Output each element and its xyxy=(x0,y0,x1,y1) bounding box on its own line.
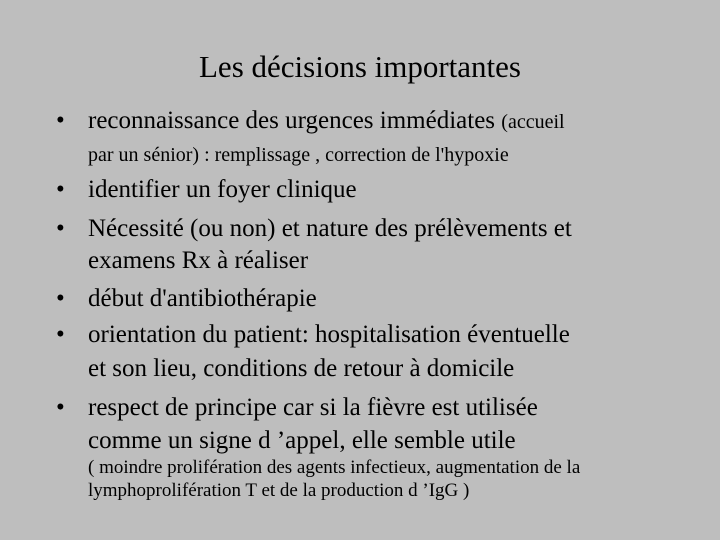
bullet-item-line: respect de principe car si la fièvre est utilisée xyxy=(88,394,538,421)
bullet-marker: • xyxy=(56,176,65,203)
bullet-item-line: et son lieu, conditions de retour à domicile xyxy=(88,355,515,382)
bullet-item-line: début d'antibiothérapie xyxy=(88,285,317,312)
bullet-marker: • xyxy=(56,321,65,348)
bullet-item-small-text: (accueil xyxy=(501,111,565,133)
bullet-item-text xyxy=(88,104,565,139)
bullet-item-line: identifier un foyer clinique xyxy=(88,176,357,203)
bullet-marker: • xyxy=(56,107,65,134)
bullet-marker: • xyxy=(56,285,65,312)
bullet-marker: • xyxy=(56,394,65,421)
slide-title: Les décisions importantes xyxy=(199,49,521,84)
bullet-item-line: comme un signe d ’appel, elle semble utile xyxy=(88,427,516,454)
bullet-item-line: reconnaissance des urgences immédiates xyxy=(88,107,496,134)
bullet-item-small-line: par un sénior) : remplissage , correction de l'hypoxie xyxy=(88,144,509,166)
bullet-item-line: examens Rx à réaliser xyxy=(88,247,309,274)
bullet-marker: • xyxy=(56,215,65,242)
bullet-item-line: Nécessité (ou non) et nature des prélèvements et xyxy=(88,215,572,242)
footnote-line: lymphoprolifération T et de la production d ’IgG ) xyxy=(88,480,470,501)
bullet-item-line: orientation du patient: hospitalisation éventuelle xyxy=(88,321,570,348)
footnote-line: ( moindre prolifération des agents infectieux, augmentation de la xyxy=(88,457,581,478)
